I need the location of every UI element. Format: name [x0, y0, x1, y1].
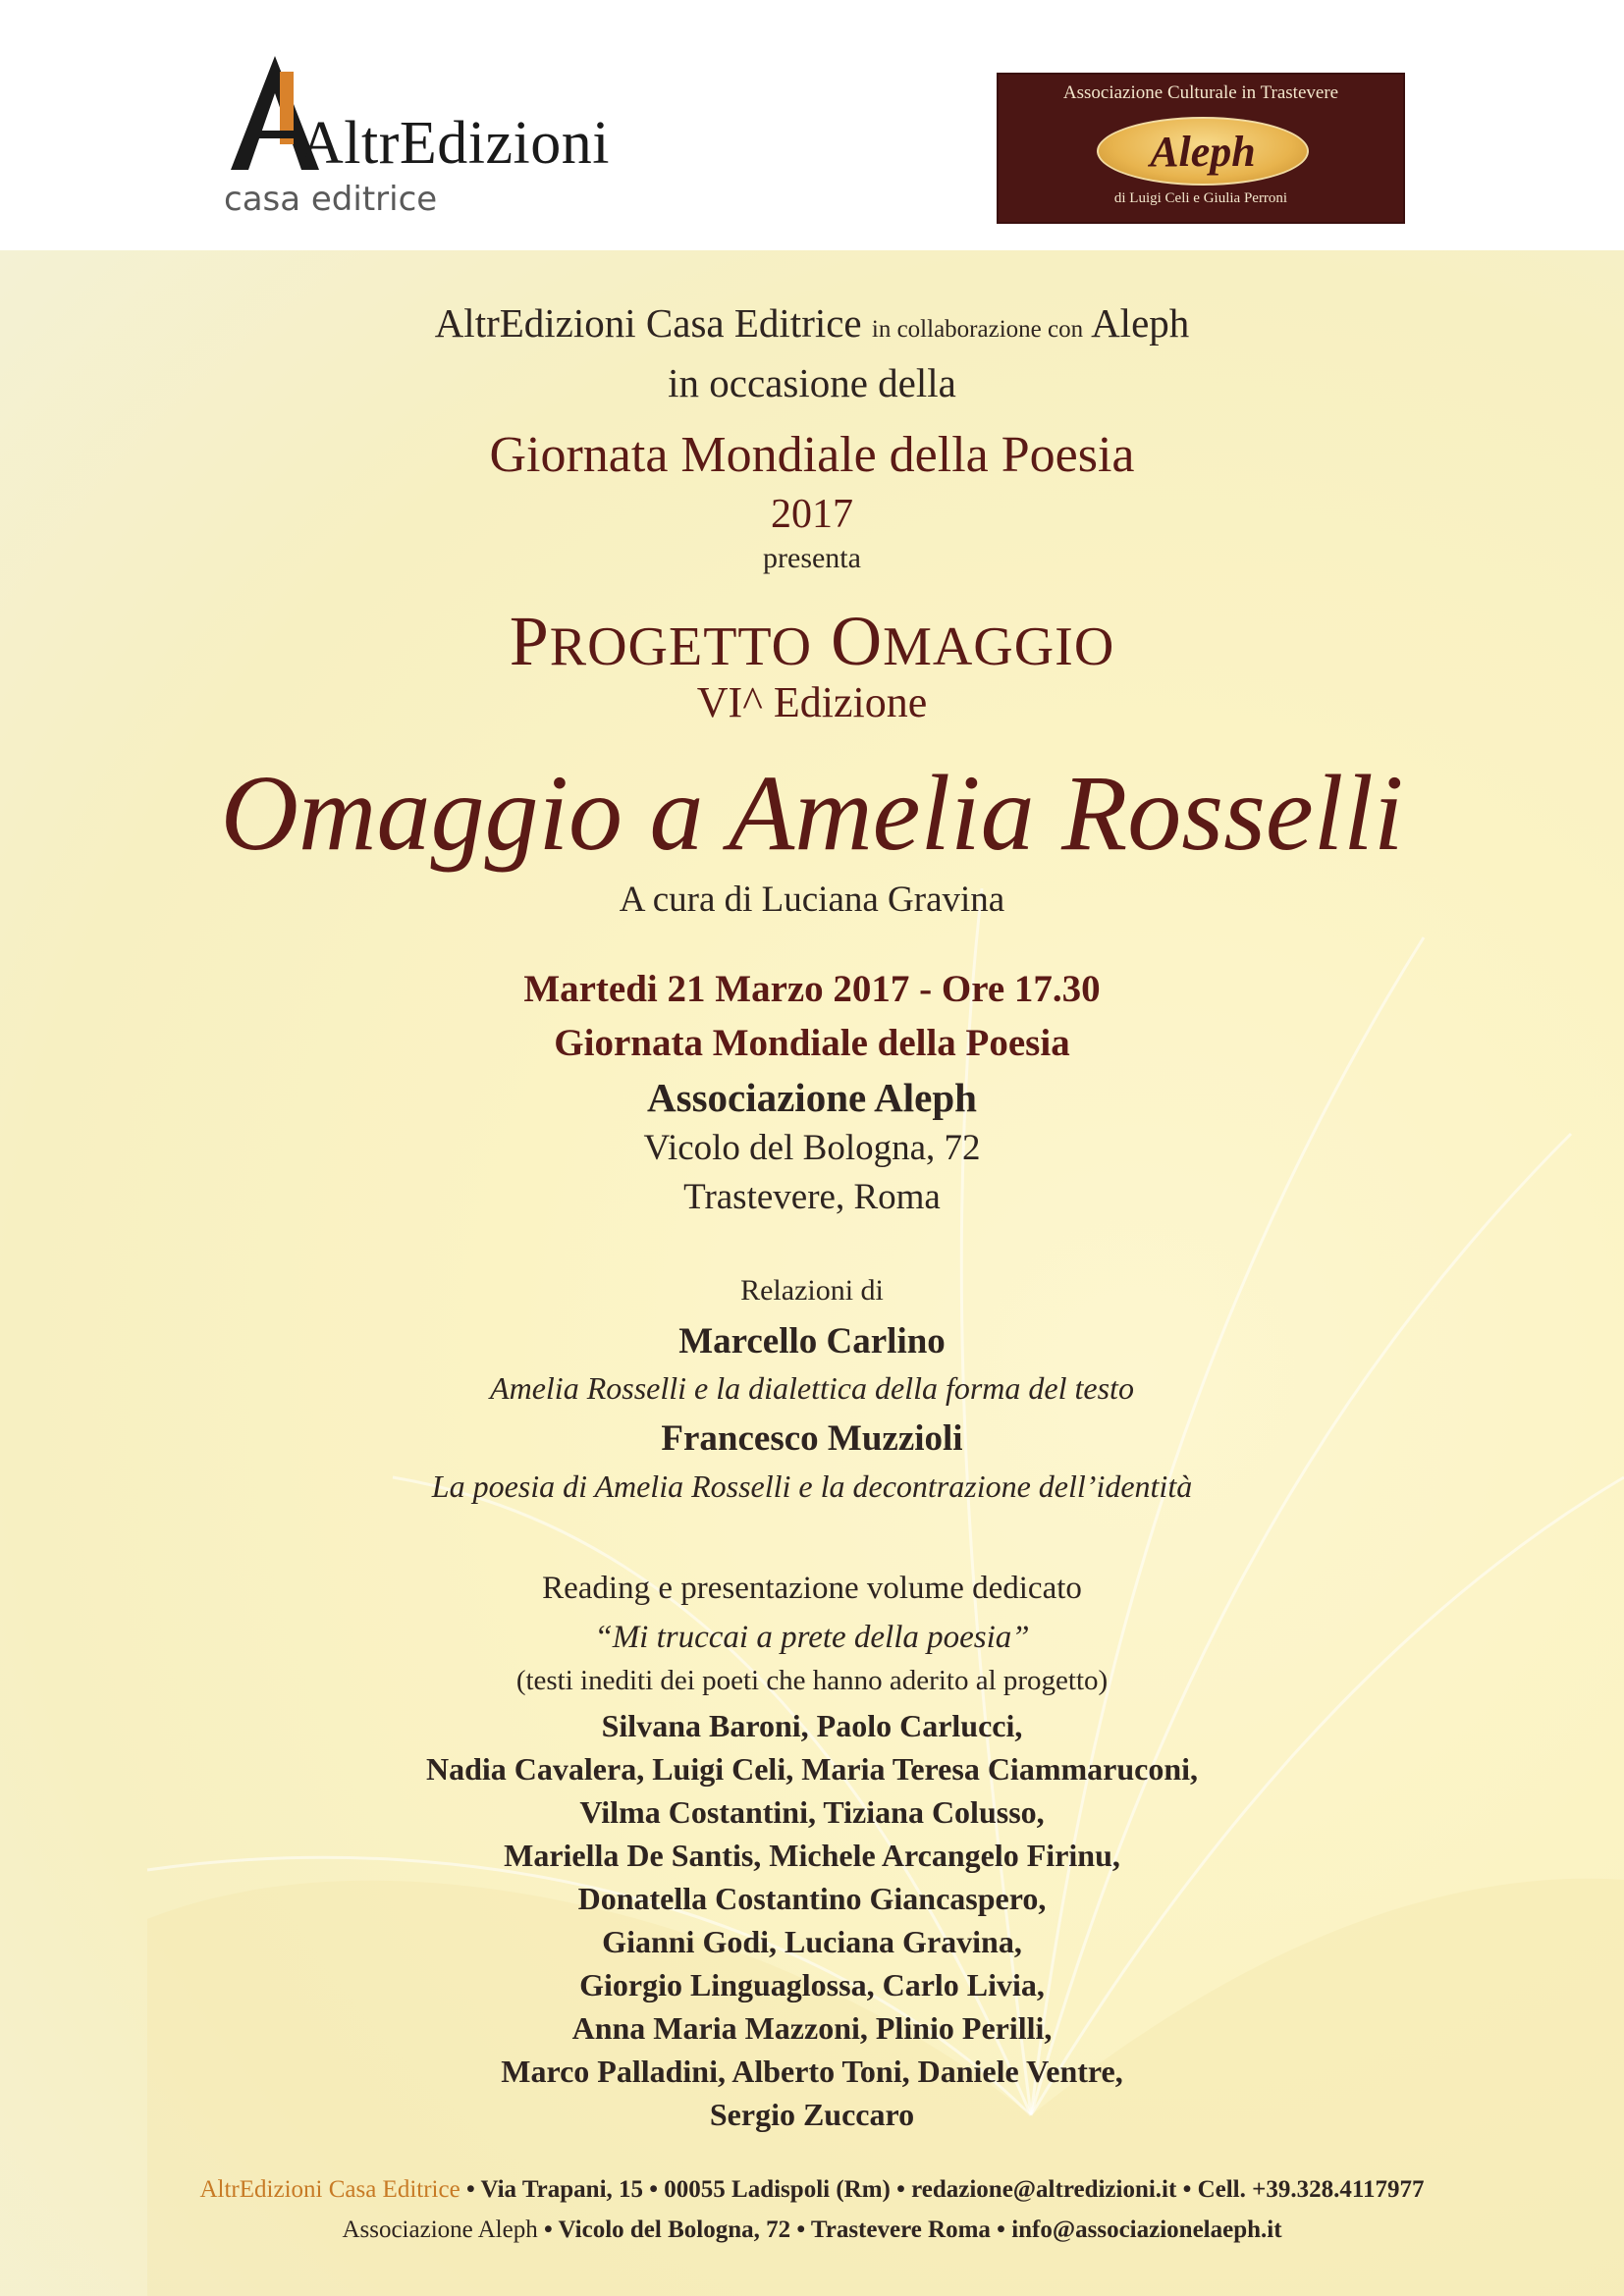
project-title	[0, 601, 1624, 682]
reading-label: Reading e presentazione volume dedicato	[542, 1571, 1082, 1606]
project-title-maggio: MAGGIO	[883, 616, 1115, 677]
intro-occasion: in occasione della	[668, 360, 956, 405]
project-edition: VI^ Edizione	[696, 678, 928, 726]
altredizioni-logo	[221, 54, 633, 221]
venue-name: Associazione Aleph	[647, 1075, 977, 1120]
venue-city: Trastevere, Roma	[683, 1177, 941, 1217]
event-date: Martedi 21 Marzo 2017 - Ore 17.30	[523, 968, 1101, 1010]
intro-publisher: AltrEdizioni Casa Editrice	[434, 300, 862, 346]
footer-aleph-details: • Vicolo del Bologna, 72 • Trastevere Roma • info@associazionelaeph.it	[537, 2216, 1282, 2243]
headline: Omaggio a Amelia Rosselli	[220, 753, 1404, 873]
aleph-founders: di Luigi Celi e Giulia Perroni	[1113, 190, 1288, 206]
event-year: 2017	[771, 492, 853, 537]
event-name: Giornata Mondiale della Poesia	[554, 1022, 1070, 1064]
aleph-logo	[997, 73, 1405, 224]
footer-publisher-name: AltrEdizioni Casa Editrice	[199, 2176, 460, 2203]
volume-title: “Mi truccai a prete della poesia”	[594, 1620, 1030, 1655]
event-title: Giornata Mondiale della Poesia	[489, 427, 1135, 483]
speaker-2: Francesco Muzzioli	[661, 1418, 963, 1459]
aleph-name: Aleph	[1150, 127, 1256, 176]
presenta-label: presenta	[763, 542, 861, 574]
footer-publisher-details: • Via Trapani, 15 • 00055 Ladispoli (Rm) • redazione@altredizioni.it • Cell. +39.328.4117977	[460, 2176, 1425, 2203]
intro-partner: Aleph	[1091, 300, 1190, 346]
aleph-oval-emblem	[1097, 117, 1309, 186]
speaker-1: Marcello Carlino	[678, 1321, 946, 1362]
curator: A cura di Luciana Gravina	[619, 880, 1005, 920]
intro-collab: in collaborazione con	[871, 316, 1084, 343]
venue-address: Vicolo del Bologna, 72	[643, 1128, 981, 1168]
poets-line: Marco Palladini, Alberto Toni, Daniele Ventre,	[501, 2054, 1123, 2089]
aleph-assoc-label: Associazione Culturale in Trastevere	[1062, 82, 1339, 103]
poets-line: Nadia Cavalera, Luigi Celi, Maria Teresa Ciammaruconi,	[425, 1751, 1199, 1787]
footer-aleph-name: Associazione Aleph	[342, 2216, 538, 2243]
project-title-rogetto: ROGETTO	[549, 616, 813, 677]
relazioni-label: Relazioni di	[740, 1274, 884, 1307]
altredizioni-brand-name: AltrEdizioni	[299, 110, 610, 177]
poets-line: Donatella Costantino Giancaspero,	[577, 1881, 1047, 1916]
project-title-p: P	[509, 602, 550, 680]
project-title-o: O	[831, 602, 884, 680]
talk-1: Amelia Rosselli e la dialettica della forma del testo	[490, 1370, 1134, 1406]
poets-line: Sergio Zuccaro	[709, 2097, 915, 2132]
poets-line: Anna Maria Mazzoni, Plinio Perilli,	[571, 2010, 1053, 2046]
poets-line: Silvana Baroni, Paolo Carlucci,	[601, 1708, 1023, 1743]
footer-publisher-contact	[0, 2176, 1624, 2204]
altredizioni-subtitle: casa editrice	[224, 180, 438, 219]
poets-line: Gianni Godi, Luciana Gravina,	[602, 1924, 1022, 1959]
talk-2: La poesia di Amelia Rosselli e la decontrazione dell’identità	[431, 1468, 1193, 1504]
poets-line: Mariella De Santis, Michele Arcangelo Firinu,	[504, 1838, 1120, 1873]
intro-line	[0, 299, 1624, 347]
poets-list	[0, 1704, 1624, 2136]
footer-aleph-contact	[0, 2216, 1624, 2244]
volume-note: (testi inediti dei poeti che hanno aderito al progetto)	[515, 1665, 1109, 1696]
poets-line: Giorgio Linguaglossa, Carlo Livia,	[579, 1967, 1045, 2002]
poets-line: Vilma Costantini, Tiziana Colusso,	[579, 1794, 1045, 1830]
